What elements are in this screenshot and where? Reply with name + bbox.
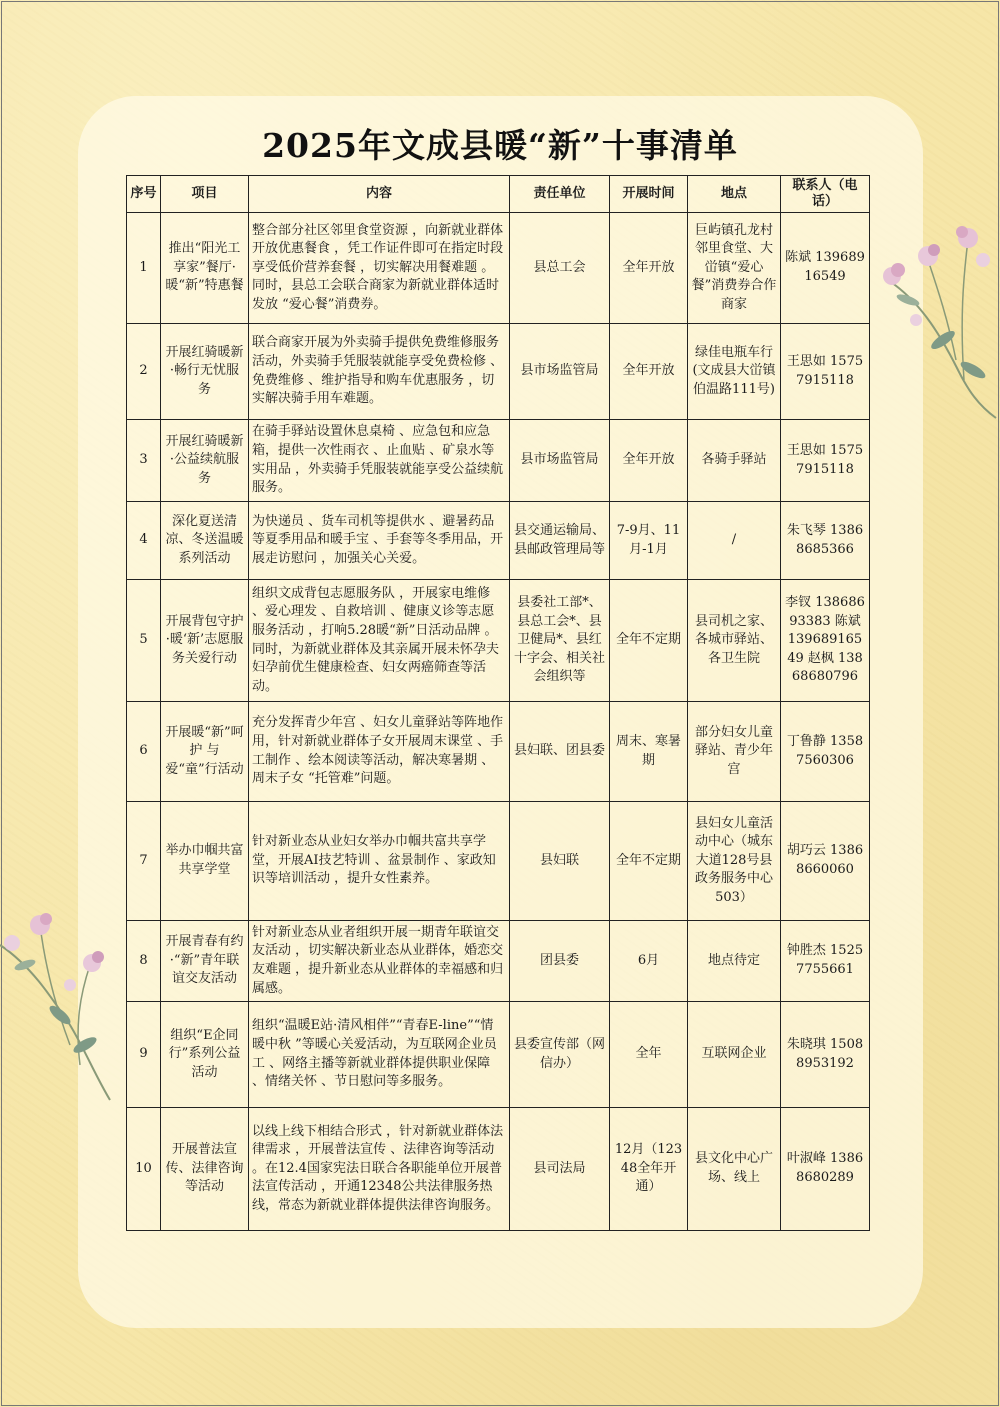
table-row	[127, 1108, 870, 1231]
row-unit: 县总工会	[510, 213, 610, 324]
row-time: 全年不定期	[610, 580, 688, 702]
row-time: 12月（12348全年开通）	[610, 1108, 688, 1231]
row-unit: 县委宣传部（网信办）	[510, 1002, 610, 1108]
row-contact: 丁鲁静 13587560306	[781, 702, 870, 802]
row-content: 以线上线下相结合形式 ，针对新就业群体法律需求 ，开展普法宣传 、法律咨询等活动 。在12.4国家宪法日联合各职能单位开展普法宣传活动 ，开通12348公共法律服务热线，常态为新就业群体提供法律咨询服务。	[249, 1108, 510, 1231]
row-no: 7	[127, 802, 161, 921]
header-no: 序号	[127, 176, 161, 213]
row-contact: 王思如 15757915118	[781, 324, 870, 420]
header-content: 内容	[249, 176, 510, 213]
row-unit: 县司法局	[510, 1108, 610, 1231]
row-place: 各骑手驿站	[688, 420, 781, 502]
row-content: 针对新业态从业者组织开展一期青年联谊交友活动 ，切实解决新业态从业群体，婚恋交友难题 ，提升新业态从业群体的幸福感和归属感。	[249, 921, 510, 1002]
row-contact: 朱飞琴 13868685366	[781, 502, 870, 580]
row-place: 部分妇女儿童驿站、青少年宫	[688, 702, 781, 802]
row-content: 联合商家开展为外卖骑手提供免费维修服务活动，外卖骑手凭服装就能享受免费检修 、免费维修 、维护指导和购车优惠服务 ，切实解决骑手用车难题。	[249, 324, 510, 420]
table-row	[127, 802, 870, 921]
row-place: 地点待定	[688, 921, 781, 1002]
row-project: 深化夏送清凉、冬送温暖系列活动	[161, 502, 249, 580]
row-contact: 胡巧云 13868660060	[781, 802, 870, 921]
table-row	[127, 702, 870, 802]
row-place: 县妇女儿童活动中心（城东大道128号县政务服务中心503）	[688, 802, 781, 921]
row-place: 巨屿镇孔龙村邻里食堂、大峃镇“爱心餐”消费券合作商家	[688, 213, 781, 324]
table-row	[127, 324, 870, 420]
row-time: 全年开放	[610, 420, 688, 502]
row-no: 3	[127, 420, 161, 502]
row-content: 组织“温暖E站·清风相伴”“青春E-line”“情暖中秋 ”等暖心关爱活动，为互联网企业员工 、网络主播等新就业群体提供职业保障 、情绪关怀 、节日慰问等多服务。	[249, 1002, 510, 1108]
row-content: 针对新业态从业妇女举办巾帼共富共享学堂，开展AI技艺特训 、盆景制作 、家政知识等培训活动 ，提升女性素养。	[249, 802, 510, 921]
row-unit: 县妇联	[510, 802, 610, 921]
row-time: 全年	[610, 1002, 688, 1108]
header-contact: 联系人（电话）	[781, 176, 870, 213]
row-time: 全年不定期	[610, 802, 688, 921]
row-no: 1	[127, 213, 161, 324]
row-place: 县文化中心广场、线上	[688, 1108, 781, 1231]
schedule-table	[126, 175, 870, 1231]
row-project: 开展暖“新”呵护 与爱“童”行活动	[161, 702, 249, 802]
table-row	[127, 1002, 870, 1108]
row-content: 充分发挥青少年宫 、妇女儿童驿站等阵地作用，针对新就业群体子女开展周末课堂 、手工制作 、绘本阅读等活动，解决寒暑期 、周末子女 “托管难”问题。	[249, 702, 510, 802]
row-time: 全年开放	[610, 324, 688, 420]
table-row	[127, 921, 870, 1002]
flower-branch-left-decoration	[0, 905, 130, 1105]
row-project: 举办巾帼共富共享学堂	[161, 802, 249, 921]
row-project: 组织“E企同行”系列公益活动	[161, 1002, 249, 1108]
row-unit: 县市场监管局	[510, 324, 610, 420]
row-time: 周末、寒暑期	[610, 702, 688, 802]
row-unit: 县委社工部*、县总工会*、县卫健局*、县红十字会、相关社会组织等	[510, 580, 610, 702]
row-unit: 县妇联、团县委	[510, 702, 610, 802]
row-content: 组织文成背包志愿服务队 ，开展家电维修 、爱心理发 、自救培训 、健康义诊等志愿服务活动 ，打响5.28暖“新”日活动品牌 。同时，为新就业群体及其亲属开展未怀孕夫妇孕前优生健康检查、妇女两癌筛查等活动。	[249, 580, 510, 702]
row-no: 6	[127, 702, 161, 802]
table-row	[127, 502, 870, 580]
row-no: 5	[127, 580, 161, 702]
row-no: 2	[127, 324, 161, 420]
header-place: 地点	[688, 176, 781, 213]
row-project: 推出“阳光工享家”餐厅·暖“新”特惠餐	[161, 213, 249, 324]
row-contact: 李钗 13868693383 陈斌 13968916549 赵枫 13868680796	[781, 580, 870, 702]
row-no: 8	[127, 921, 161, 1002]
table-row	[127, 580, 870, 702]
row-time: 全年开放	[610, 213, 688, 324]
row-content: 在骑手驿站设置休息桌椅 、应急包和应急箱，提供一次性雨衣 、止血贴 、矿泉水等实用品 ，外卖骑手凭服装就能享受公益续航服务。	[249, 420, 510, 502]
row-contact: 钟胜杰 15257755661	[781, 921, 870, 1002]
table-row	[127, 213, 870, 324]
row-place: 互联网企业	[688, 1002, 781, 1108]
row-place: 绿佳电瓶车行(文成县大峃镇伯温路111号)	[688, 324, 781, 420]
table-row	[127, 420, 870, 502]
row-project: 开展背包守护·暖‘新’志愿服务关爱行动	[161, 580, 249, 702]
header-unit: 责任单位	[510, 176, 610, 213]
row-no: 9	[127, 1002, 161, 1108]
row-contact: 朱晓琪 15088953192	[781, 1002, 870, 1108]
row-no: 4	[127, 502, 161, 580]
row-content: 为快递员 、货车司机等提供水 、避暑药品等夏季用品和暖手宝 、手套等冬季用品，开展走访慰问 ，加强关心关爱。	[249, 502, 510, 580]
row-project: 开展普法宣传、法律咨询等活动	[161, 1108, 249, 1231]
table-header-row	[127, 176, 870, 213]
row-project: 开展红骑暖新·畅行无忧服务	[161, 324, 249, 420]
header-project: 项目	[161, 176, 249, 213]
row-contact: 王思如 15757915118	[781, 420, 870, 502]
row-time: 6月	[610, 921, 688, 1002]
row-content: 整合部分社区邻里食堂资源 ，向新就业群体开放优惠餐食 ，凭工作证件即可在指定时段享受低价营养套餐 ，切实解决用餐难题 。同时，县总工会联合商家为新就业群体适时发放 “爱心餐”消费券。	[249, 213, 510, 324]
header-time: 开展时间	[610, 176, 688, 213]
row-place: /	[688, 502, 781, 580]
page-title: 2025年文成县暖“新”十事清单	[262, 126, 738, 165]
row-no: 10	[127, 1108, 161, 1231]
row-project: 开展红骑暖新·公益续航服务	[161, 420, 249, 502]
row-contact: 陈斌 13968916549	[781, 213, 870, 324]
row-unit: 县市场监管局	[510, 420, 610, 502]
row-unit: 团县委	[510, 921, 610, 1002]
row-time: 7-9月、11月-1月	[610, 502, 688, 580]
row-contact: 叶淑峰 13868680289	[781, 1108, 870, 1231]
flower-branch-right-decoration	[868, 220, 1000, 420]
row-place: 县司机之家、各城市驿站、各卫生院	[688, 580, 781, 702]
row-unit: 县交通运输局、县邮政管理局等	[510, 502, 610, 580]
row-project: 开展青春有约·“新”青年联谊交友活动	[161, 921, 249, 1002]
